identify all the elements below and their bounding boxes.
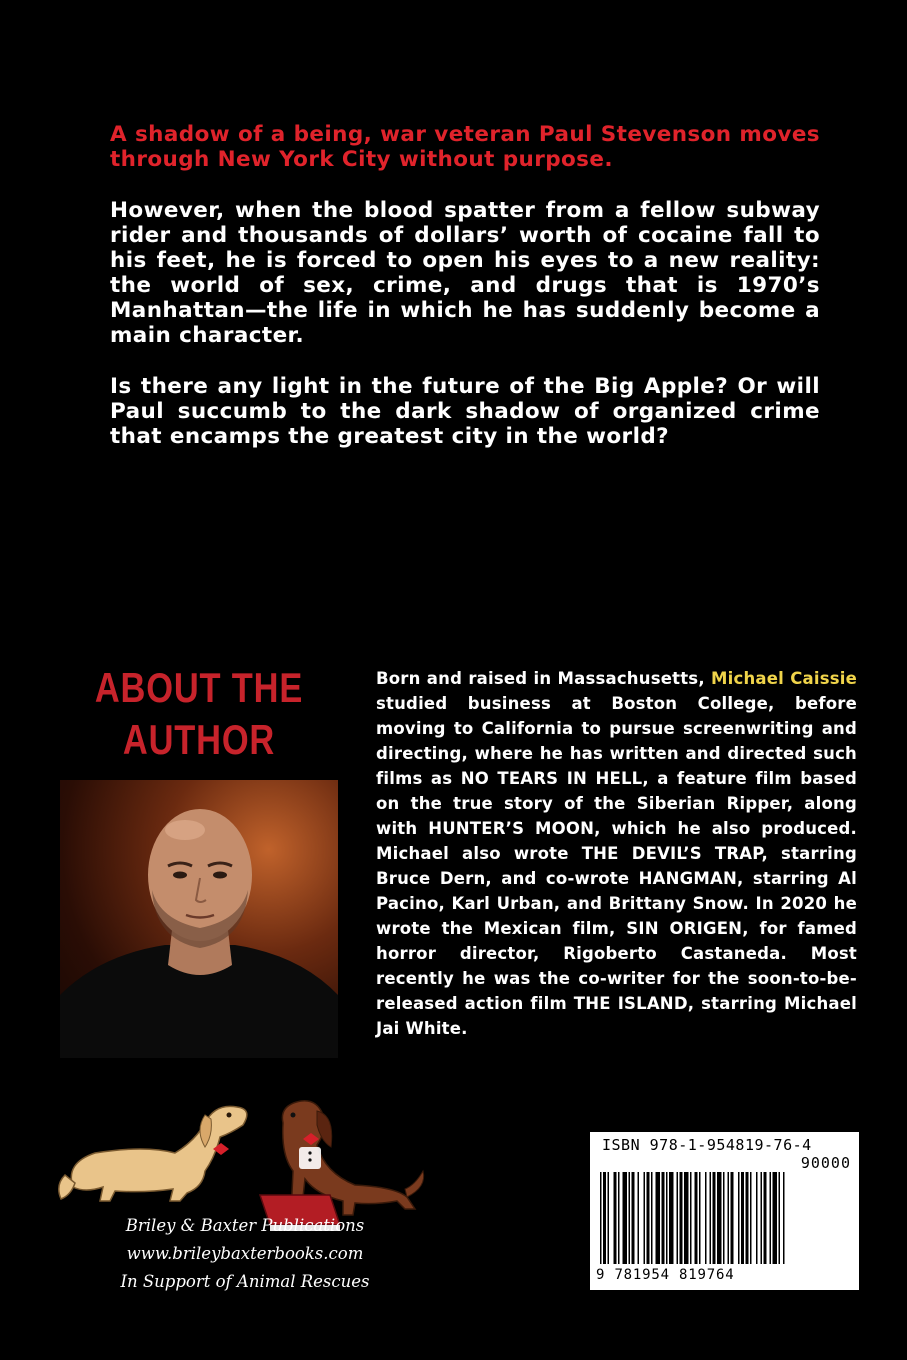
bio-intro: Born and raised in Massachusetts, (376, 669, 711, 688)
about-heading-line-2: AUTHOR (122, 716, 276, 763)
author-portrait-illustration (60, 780, 338, 1058)
blurb-paragraph-2: However, when the blood spatter from a fellow subway rider and thousands of dollars’ worth of cocaine fall to his feet, he is forced to open his eyes to a new reality: the world of sex, crime, and drugs that is 1970’s Manhattan—the life in which he has suddenly become a main character. (110, 198, 820, 348)
author-name: Michael Caissie (711, 669, 857, 688)
blurb-paragraph-3: Is there any light in the future of the Big Apple? Or will Paul succumb to the dark shadow of organized crime that encamps the greatest city in the world? (110, 374, 820, 449)
blurb-lead: A shadow of a being, war veteran Paul Stevenson moves through New York City without purpose. (110, 122, 820, 172)
isbn-barcode (590, 1132, 859, 1290)
bio-body: studied business at Boston College, before moving to California to pursue screenwriting and directing, where he has written and directed such films as NO TEARS IN HELL, a feature film based on the true story of the Siberian Ripper, along with HUNTER’S MOON, which he also produced. Michael also wrote THE DEVIL’S TRAP, starring Bruce Dern, and co-wrote HANGMAN, starring Al Pacino, Karl Urban, and Brittany Snow. In 2020 he wrote the Mexican film, SIN ORIGEN, for famed horror director, Rigoberto Castaneda. Most recently he was the co-writer for the soon-to-be-released action film THE ISLAND, starring Michael Jai White. (376, 694, 857, 1038)
back-cover-blurb (110, 122, 820, 475)
author-photo (60, 780, 338, 1058)
about-heading-line-1: ABOUT THE (94, 664, 304, 711)
barcode-bars (600, 1172, 850, 1267)
about-the-author-heading (85, 662, 313, 766)
isbn-label: ISBN 978-1-954819-76-4 (602, 1136, 812, 1154)
publisher-url: www.brileybaxterbooks.com (126, 1244, 364, 1263)
publisher-tagline: In Support of Animal Rescues (120, 1272, 370, 1291)
publisher-info (65, 1212, 425, 1296)
price-code: 90000 (800, 1154, 851, 1172)
light-dachshund-illustration (59, 1106, 247, 1201)
publisher-name: Briley & Baxter Publications (125, 1216, 365, 1235)
barcode-digits: 9 781954 819764 (596, 1267, 735, 1283)
author-bio (376, 666, 857, 1041)
